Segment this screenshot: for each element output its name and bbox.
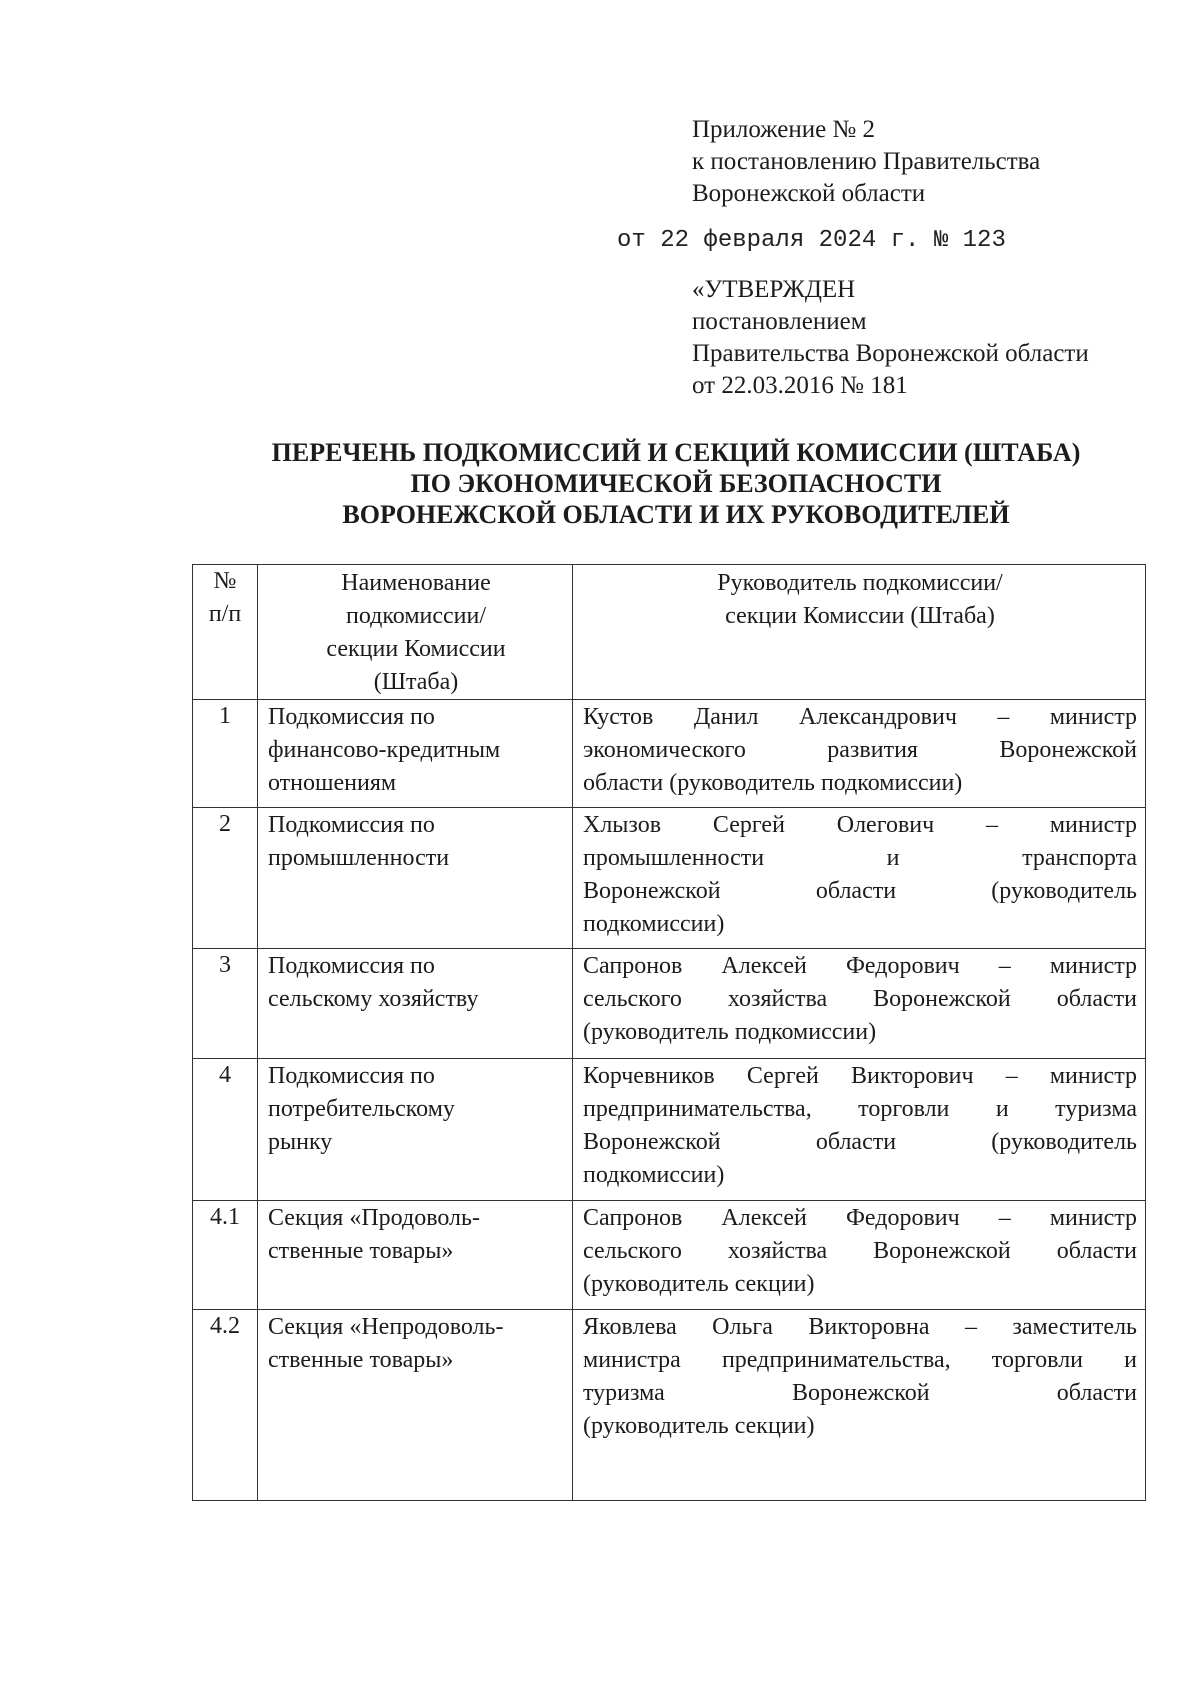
row-num: 2 [193, 808, 258, 949]
appendix-block [692, 114, 1040, 210]
row-head-line: сельского хозяйства Воронежской области [583, 1238, 1137, 1264]
row-head-line: экономического развития Воронежской [583, 737, 1137, 763]
row-name-line: финансово-кредитным [268, 737, 501, 763]
row-head-line: (руководитель секции) [583, 1413, 815, 1439]
row-head-line: туризма Воронежской области [583, 1380, 1137, 1406]
approval-line: «УТВЕРЖДЕН [692, 276, 856, 303]
row-head [573, 1310, 1146, 1501]
approval-block [692, 274, 1089, 402]
header-head [573, 565, 1146, 700]
row-name-line: Секция «Непродоволь- [268, 1314, 504, 1340]
header-num [193, 565, 258, 700]
row-name-line: ственные товары» [268, 1238, 454, 1264]
row-head [573, 1201, 1146, 1310]
row-head-line: предпринимательства, торговли и туризма [583, 1096, 1137, 1122]
table-row [193, 949, 1146, 1059]
row-num: 4.1 [193, 1201, 258, 1310]
header-name [258, 565, 573, 700]
appendix-line: Воронежской области [692, 180, 926, 207]
row-name [258, 1201, 573, 1310]
header-line: секции Комиссии (Штаба) [725, 603, 995, 629]
table-row [193, 1201, 1146, 1310]
row-num: 4.2 [193, 1310, 258, 1501]
row-name [258, 1310, 573, 1501]
appendix-line: к постановлению Правительства [692, 148, 1041, 175]
row-head [573, 808, 1146, 949]
row-name-line: сельскому хозяйству [268, 986, 479, 1012]
row-head-line: Воронежской области (руководитель [583, 878, 1137, 904]
appendix-line: Приложение № 2 [692, 116, 876, 143]
row-head [573, 1059, 1146, 1201]
date-stamp: от 22 февраля 2024 г. № 123 [617, 227, 1006, 254]
row-name [258, 1059, 573, 1201]
row-name-line: ственные товары» [268, 1347, 454, 1373]
row-head-line: Хлызов Сергей Олегович – министр [583, 812, 1137, 838]
row-head-line: Воронежской области (руководитель [583, 1129, 1137, 1155]
row-head-line: подкомиссии) [583, 911, 725, 937]
row-head-line: (руководитель секции) [583, 1271, 815, 1297]
table-row [193, 808, 1146, 949]
row-name-line: Секция «Продоволь- [268, 1205, 480, 1231]
table-header-row [193, 565, 1146, 700]
subcommission-table [192, 564, 1146, 1501]
title-line: ПО ЭКОНОМИЧЕСКОЙ БЕЗОПАСНОСТИ [410, 469, 942, 498]
row-head-line: Сапронов Алексей Федорович – министр [583, 953, 1137, 979]
row-name-line: рынку [268, 1129, 333, 1155]
row-name [258, 700, 573, 808]
row-head [573, 700, 1146, 808]
row-head-line: (руководитель подкомиссии) [583, 1019, 877, 1045]
row-name [258, 808, 573, 949]
title-line: ПЕРЕЧЕНЬ ПОДКОМИССИЙ И СЕКЦИЙ КОМИССИИ (ШТАБА) [271, 438, 1081, 467]
row-head-line: области (руководитель подкомиссии) [583, 770, 963, 796]
approval-line: постановлением [692, 308, 867, 335]
row-name [258, 949, 573, 1059]
row-name-line: Подкомиссия по [268, 704, 435, 730]
row-head-line: сельского хозяйства Воронежской области [583, 986, 1137, 1012]
row-head-line: Корчевников Сергей Викторович – министр [583, 1063, 1137, 1089]
header-line: секции Комиссии [326, 636, 506, 662]
row-name-line: Подкомиссия по [268, 1063, 435, 1089]
header-line: Наименование [341, 570, 491, 596]
approval-line: от 22.03.2016 № 181 [692, 372, 908, 399]
approval-line: Правительства Воронежской области [692, 340, 1089, 367]
header-line: (Штаба) [373, 669, 459, 695]
row-num: 4 [193, 1059, 258, 1201]
table-row [193, 1310, 1146, 1501]
table-row [193, 1059, 1146, 1201]
row-head-line: промышленности и транспорта [583, 845, 1137, 871]
row-head-line: Сапронов Алексей Федорович – министр [583, 1205, 1137, 1231]
row-head-line: Кустов Данил Александрович – министр [583, 704, 1137, 730]
row-head [573, 949, 1146, 1059]
row-name-line: Подкомиссия по [268, 953, 435, 979]
row-name-line: потребительскому [268, 1096, 455, 1122]
title-line: ВОРОНЕЖСКОЙ ОБЛАСТИ И ИХ РУКОВОДИТЕЛЕЙ [342, 500, 1010, 529]
row-head-line: Яковлева Ольга Викторовна – заместитель [583, 1314, 1137, 1340]
row-name-line: Подкомиссия по [268, 812, 435, 838]
table-row [193, 700, 1146, 808]
row-head-line: подкомиссии) [583, 1162, 725, 1188]
row-head-line: министра предпринимательства, торговли и [583, 1347, 1137, 1373]
header-line: Руководитель подкомиссии/ [717, 570, 1003, 596]
document-title [150, 437, 1200, 530]
row-num: 1 [193, 700, 258, 808]
row-name-line: промышленности [268, 845, 450, 871]
row-num: 3 [193, 949, 258, 1059]
header-line: подкомиссии/ [345, 603, 487, 629]
header-line: п/п [208, 601, 242, 627]
row-name-line: отношениям [268, 770, 397, 796]
header-line: № [213, 568, 237, 594]
